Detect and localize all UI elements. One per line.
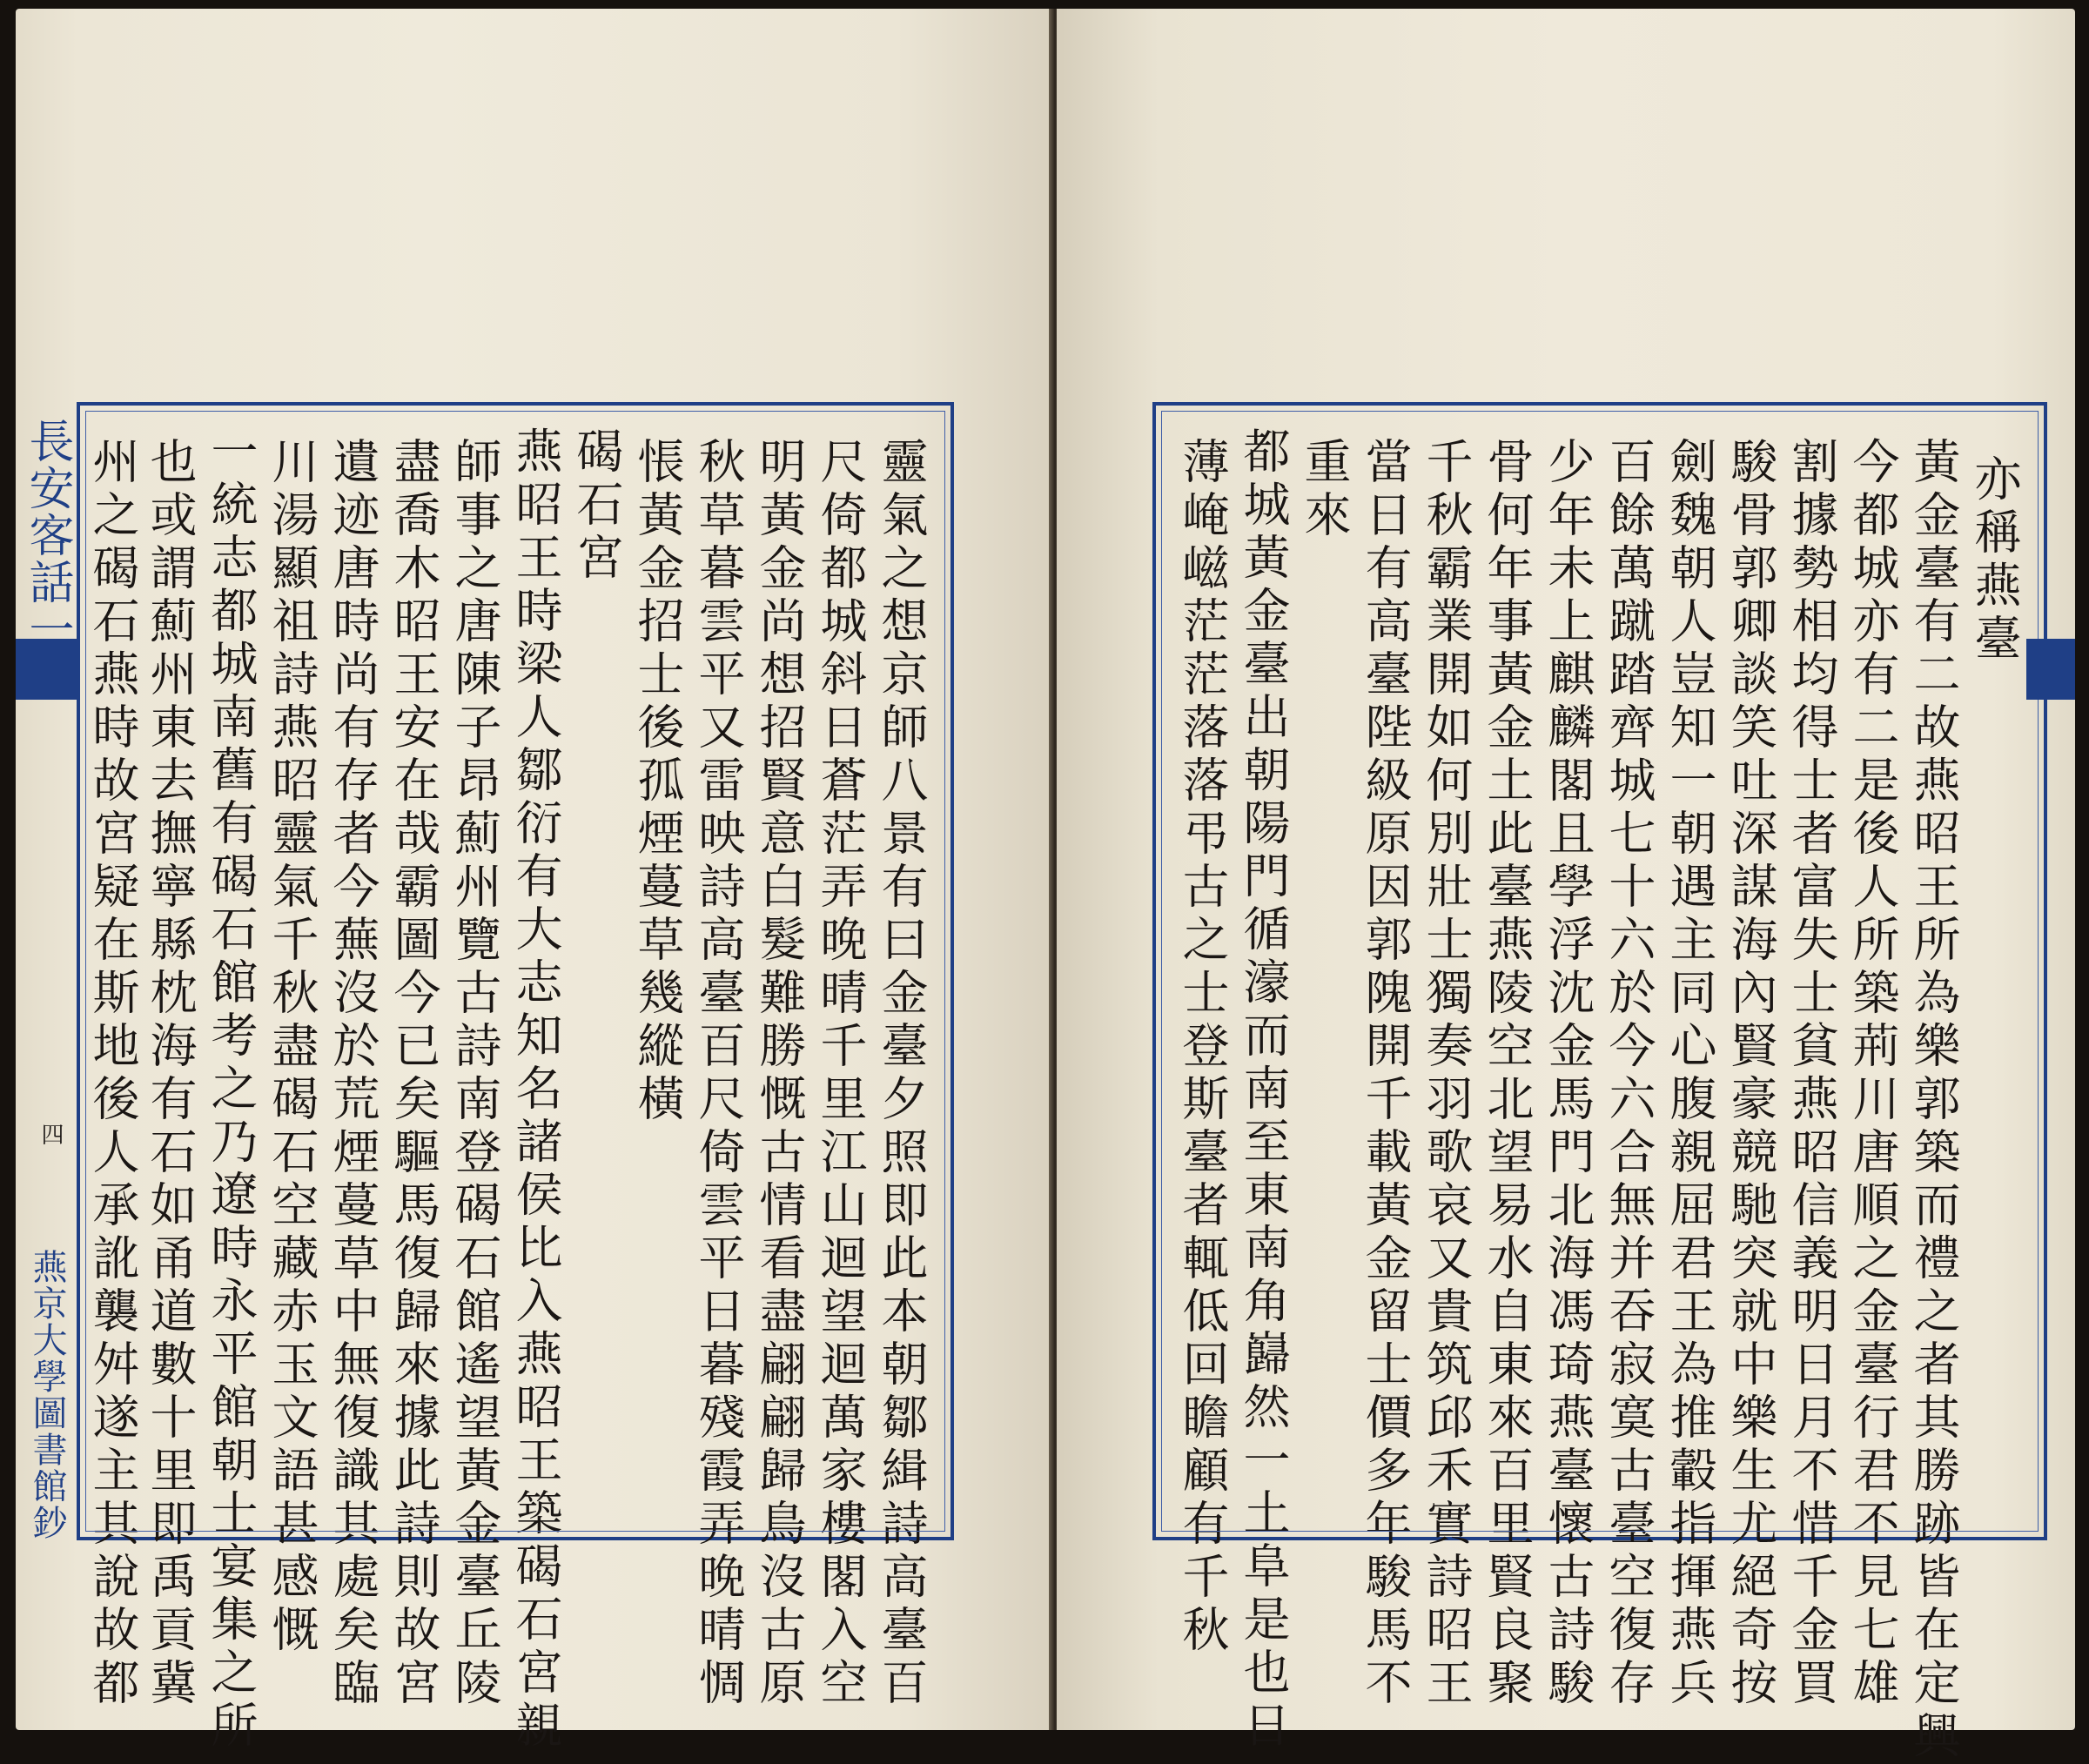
text-column: 百餘萬蹴踏齊城七十六於今六合無并吞寂寞古臺空復存 xyxy=(1602,437,1656,1711)
text-column: 也或謂薊州東去撫寧縣枕海有石如甬道數十里即禹貢冀 xyxy=(143,437,198,1711)
text-column: 川湯顯祖詩燕昭靈氣千秋盡碣石空藏赤玉文語甚感慨 xyxy=(265,437,319,1658)
text-column: 今都城亦有二是後人所築荊川唐順之金臺行君不見七雄 xyxy=(1845,437,1900,1711)
left-page xyxy=(16,9,1053,1754)
text-column: 千秋霸業開如何別壯士獨奏羽歌哀又貴筑邱禾實詩昭王 xyxy=(1419,437,1474,1711)
text-column: 靈氣之想京師八景有曰金臺夕照即此本朝鄒緝詩高臺百 xyxy=(874,437,929,1711)
text-column: 割據勢相均得士者富失士貧燕昭信義明日月不惜千金買 xyxy=(1784,437,1839,1711)
text-column: 都城黃金臺出朝陽門循濠而南至東南角巋然一土阜是也日 xyxy=(1236,426,1291,1754)
text-column: 少年未上麒麟閣且學浮沈金馬門北海馮琦燕臺懷古詩駿 xyxy=(1541,437,1595,1711)
text-column: 薄崦嵫茫茫落落弔古之士登斯臺者輒低回瞻顧有千秋 xyxy=(1175,437,1230,1658)
text-column: 劍魏朝人豈知一朝遇主同心腹親屈君王為推轂指揮燕兵 xyxy=(1662,437,1717,1711)
right-page xyxy=(1057,9,2075,1764)
text-column: 當日有高臺陛級原因郭隗開千載黃金留士價多年駿馬不 xyxy=(1358,437,1413,1711)
text-column: 尺倚都城斜日蒼茫弄晚晴千里江山迴望迴萬家樓閣入空 xyxy=(813,437,868,1711)
right-text-frame xyxy=(1152,402,2047,1764)
margin-page-number: 四 xyxy=(37,1123,64,1145)
text-column: 師事之唐陳子昂薊州覽古詩南登碣石館遙望黃金臺丘陵 xyxy=(447,437,502,1711)
margin-book-title: 長安客話一 xyxy=(21,418,73,653)
text-column: 駿骨郭卿談笑吐深謀海內賢豪競馳突就中樂生尤絕奇按 xyxy=(1723,437,1778,1711)
section-heading: 亦稱燕臺 xyxy=(1967,454,2022,667)
text-column: 秋草暮雲平又雷映詩高臺百尺倚雲平日暮殘霞弄晚晴惆 xyxy=(691,437,746,1711)
text-column: 州之碣石燕時故宮疑在斯地後人承訛襲舛遂主其說故都 xyxy=(85,437,140,1711)
section-heading: 碣石宮 xyxy=(569,426,624,586)
text-column: 一統志都城南舊有碣石館考之乃遼時永平館朝士宴集之所 xyxy=(204,426,259,1754)
text-column: 黃金臺有二故燕昭王所為樂郭築而禮之者其勝跡皆在定興 xyxy=(1906,437,1961,1764)
text-column: 骨何年事黃金土此臺燕陵空北望易水自東來百里賢良聚 xyxy=(1480,437,1535,1711)
text-column: 明黃金尚想招賢意白髮難勝慨古情看盡翩翩歸鳥沒古原 xyxy=(752,437,807,1711)
text-column: 悵黃金招士後孤煙蔓草幾縱橫 xyxy=(630,437,685,1127)
text-column: 盡喬木昭王安在哉霸圖今已矣驅馬復歸來據此詩則故宮 xyxy=(386,437,441,1711)
library-name: 燕京大學圖書館鈔 xyxy=(27,1249,67,1541)
text-column: 重來 xyxy=(1297,437,1352,543)
text-column: 燕昭王時梁人鄒衍有大志知名諸侯比入燕昭王築碣石宮親 xyxy=(508,426,563,1754)
fish-tail-mark xyxy=(2026,639,2075,700)
show-through-text xyxy=(329,61,369,110)
left-text-frame xyxy=(77,402,954,1754)
text-column: 遺迹唐時尚有存者今蕪沒於荒煙蔓草中無復識其處矣臨 xyxy=(326,437,380,1711)
